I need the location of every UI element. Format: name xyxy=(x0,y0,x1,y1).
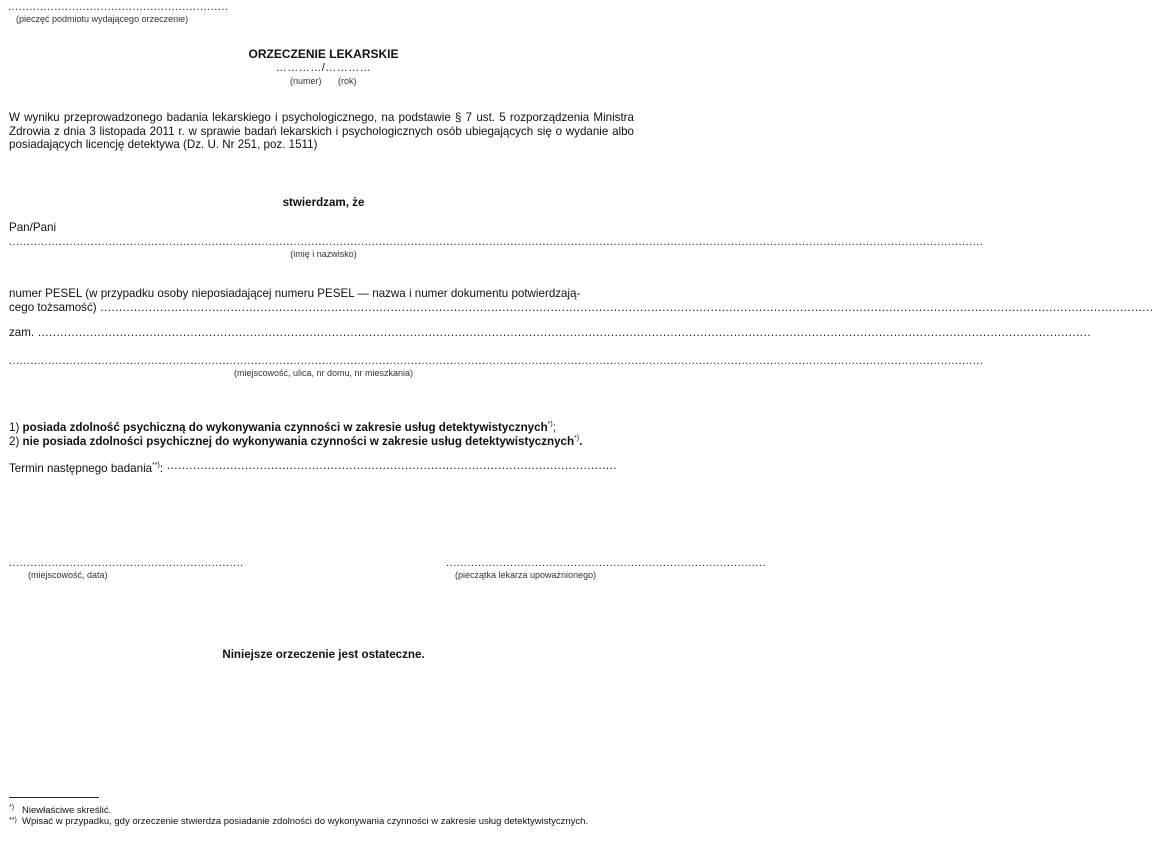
stwierdzam-heading: stwierdzam, że xyxy=(282,196,365,209)
document-title: ORZECZENIE LEKARSKIE xyxy=(248,47,399,61)
number-caption: (numer) xyxy=(290,76,322,86)
doctor-stamp-field[interactable]: .......................................................................................... xyxy=(446,557,767,569)
doctor-stamp-caption: (pieczątka lekarza upoważnionego) xyxy=(455,570,597,580)
next-exam-field[interactable]: ......................................................................................................................... xyxy=(163,459,618,472)
footnote-1-text: Niewłaściwe skreślić. xyxy=(22,805,112,817)
intro-paragraph: W wyniku przeprowadzonego badania lekarskiego i psychologicznego, na podstawie § 7 ust. 5 rozporządzenia Ministra Zdrowia z dnia 3 listopada 2011 r. w sprawie badań lekarskich i psychologicznych osób ubiegających się o wydanie albo posiadających licencję detektywa (Dz. U. Nr 251, poz. 1511) xyxy=(9,111,634,151)
footnote-2 xyxy=(9,816,634,827)
option-1-footnote-mark: *) xyxy=(547,421,553,428)
address-field-2[interactable]: .................................................................................................................................................................................................................................................................................. xyxy=(9,355,984,367)
year-caption: (rok) xyxy=(338,76,357,86)
footnote-2-text: Wpisać w przypadku, gdy orzeczenie stwierdza posiadanie zdolności do wykonywania czynności w zakresie usług detektywistycznych. xyxy=(22,816,589,827)
option-2 xyxy=(9,432,582,448)
final-statement: Niniejsze orzeczenie jest ostateczne. xyxy=(222,648,425,661)
stamp-caption: (pieczęć podmiotu wydającego orzeczenie) xyxy=(16,14,189,24)
person-caption: (imię i nazwisko) xyxy=(290,249,357,259)
stamp-dotted-line: .............................................................. xyxy=(8,1,229,13)
footnote-2-mark: **) xyxy=(9,817,17,824)
number-year-dots: …………/………… xyxy=(275,62,372,74)
address-label: zam. xyxy=(9,326,35,339)
pesel-field[interactable]: ........................................................................................................................................................................................................................................................................................... xyxy=(96,301,1153,314)
footnote-1 xyxy=(9,804,111,816)
footnote-divider xyxy=(9,797,99,798)
option-2-footnote-mark: *) xyxy=(574,435,580,442)
pesel-line-2: cego tożsamość) xyxy=(9,301,97,314)
option-2-number: 2) xyxy=(9,434,20,448)
option-2-end: . xyxy=(579,434,583,448)
place-date-caption: (miejscowość, data) xyxy=(28,570,108,580)
option-1-text: posiada zdolność psychiczną do wykonywania czynności w zakresie usług detektywistycznych xyxy=(22,420,548,434)
next-exam-label: Termin następnego badania xyxy=(9,461,153,475)
footnote-1-mark: *) xyxy=(9,804,15,811)
option-1-end: ; xyxy=(552,420,556,434)
place-date-field[interactable]: .................................................................. xyxy=(9,557,244,569)
pesel-line-1: numer PESEL (w przypadku osoby nieposiadającej numeru PESEL — nazwa i numer dokumentu potwierdzają- xyxy=(9,287,581,300)
next-exam-footnote-mark: **) xyxy=(152,462,160,469)
address-caption: (miejscowość, ulica, nr domu, nr mieszkania) xyxy=(233,368,414,378)
option-1-number: 1) xyxy=(9,420,20,434)
person-name-field[interactable]: .................................................................................................................................................................................................................................................................................. xyxy=(9,236,984,248)
address-field[interactable]: ........................................................................................................................................................................................................................................................................................... xyxy=(34,326,1091,339)
option-2-text: nie posiada zdolności psychicznej do wykonywania czynności w zakresie usług detektywistycznych xyxy=(22,434,575,448)
person-label: Pan/Pani xyxy=(9,221,57,234)
next-exam-colon: : xyxy=(159,461,164,475)
